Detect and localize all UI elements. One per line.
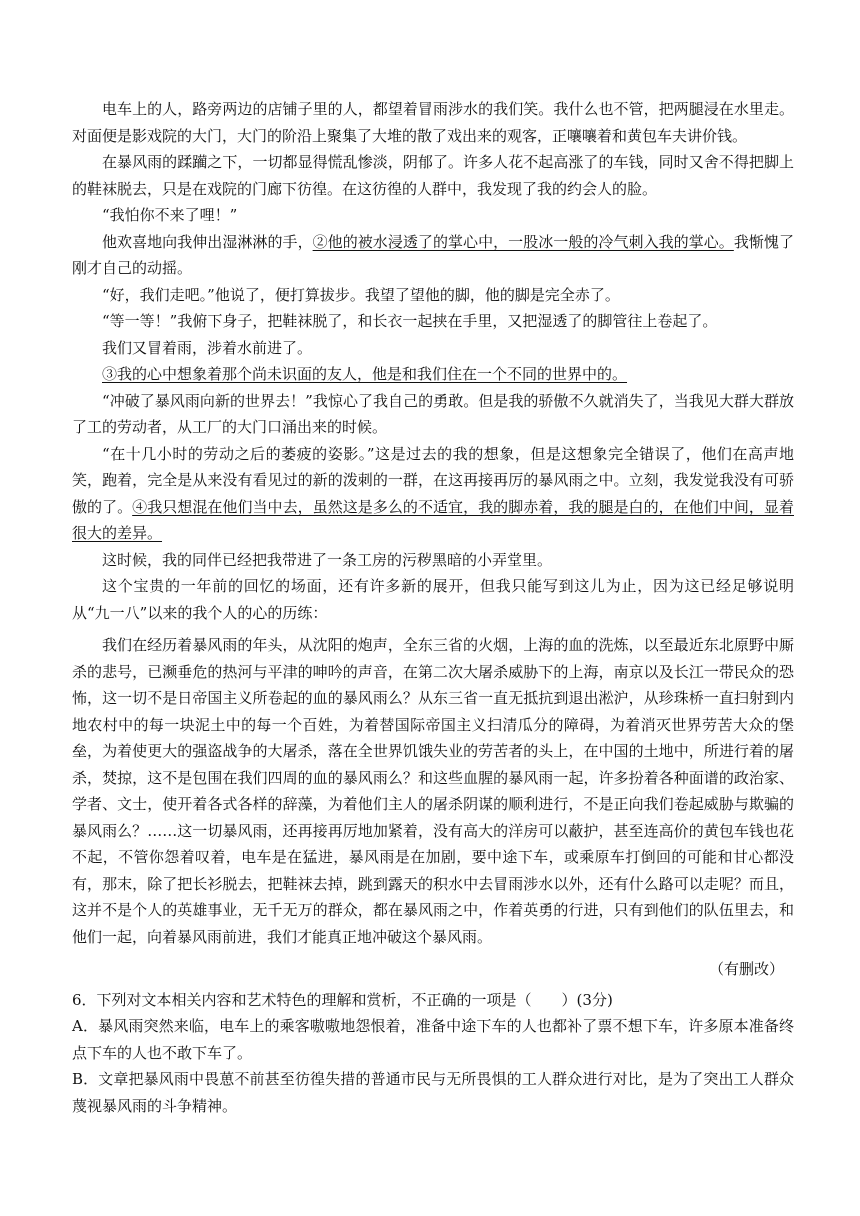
- paragraph-4-text-before: 他欢喜地向我伸出湿淋淋的手，: [102, 232, 313, 251]
- underlined-sentence-2: ②他的被水浸透了的掌心中，一股冰一般的冷气刺入我的掌心。: [312, 232, 734, 251]
- paragraph-8: [72, 361, 794, 388]
- paragraph-6: “等一等！”我俯下身子，把鞋袜脱了，和长衣一起挟在手里，又把湿透了的脚管往上卷起了。: [102, 312, 718, 330]
- paragraph-7: 我们又冒着雨，涉着水前进了。: [102, 338, 313, 357]
- paragraph-4: [72, 229, 794, 282]
- paragraph-4-text-after: 我惭愧了刚才自己的动摇。: [72, 232, 794, 277]
- paragraph-3: “我怕你不来了哩！”: [102, 206, 238, 224]
- underlined-sentence-4: ④我只想混在他们当中去，虽然这是多么的不适宜，我的脚赤着，我的腿是白的，在他们中间，显着很大的差异。: [72, 497, 794, 542]
- question-6-stem: 6．下列对文本相关内容和艺术特色的理解和赏析，不正确的一项是（ ）(3分): [72, 990, 613, 1009]
- paragraph-2: 在暴风雨的蹂躏之下，一切都显得慌乱惨淡，阴郁了。许多人花不起高涨了的车钱，同时又舍不得把脚上的鞋袜脱去，只是在戏院的门廊下彷徨。在这彷徨的人群中，我发现了我的约会人的脸。: [72, 153, 794, 198]
- paragraph-1: 电车上的人，路旁两边的店铺子里的人，都望着冒雨涉水的我们笑。我什么也不管，把两腿浸在水里走。对面便是影戏院的大门，大门的阶沿上聚集了大堆的散了戏出来的观客，正嚷嚷着和黄包车夫讲价钱。: [72, 100, 794, 145]
- paragraph-13-quoted-passage: 我们在经历着暴风雨的年头，从沈阳的炮声，全东三省的火烟，上海的血的洗炼，以至最近东北原野中厮杀的悲号，已濒垂危的热河与平津的呻吟的声音，在第二次大屠杀威胁下的上海，南京以及长江一带民众的恐怖，这一切不是日帝国主义所卷起的血的暴风雨么？从东三省一直无抵抗到退出淞沪，从珍珠桥一直扫射到内地农村中的每一块泥土中的每一个百姓，为着替国际帝国主义扫清瓜分的障碍，为着消灭世界劳苦大众的堡垒，为着使更大的强盗战争的大屠杀，落在全世界饥饿失业的劳苦者的头上，在中国的土地中，所进行着的屠杀，焚掠，这不是包围在我们四周的血的暴风雨么？和这些血腥的暴风雨一起，许多扮着各种面谱的政治家、学者、文士，使开着各式各样的辞藻，为着他们主人的屠杀阴谋的顺利进行，不是正向我们卷起威胁与欺骗的暴风雨么？……这一切暴风雨，还再接再厉地加紧着，没有高大的洋房可以蔽护，甚至连高价的黄包车钱也花不起，不管你怨着叹着，电车是在猛进，暴风雨是在加剧，要中途下车，或乘原车打倒回的可能和甘心都没有，那末，除了把长衫脱去，把鞋袜去掉，跳到露天的积水中去冒雨涉水以外，还有什么路可以走呢？而且，这并不是个人的英雄事业，无千无万的群众，都在暴风雨之中，作着英勇的行进，只有到他们的队伍里去，和他们一起，向着暴风雨前进，我们才能真正地冲破这个暴风雨。: [72, 636, 794, 946]
- question-6-option-b: B．文章把暴风雨中畏葸不前甚至彷徨失措的普通市民与无所畏惧的工人群众进行对比，是为了突出工人群众蔑视暴风雨的斗争精神。: [72, 1070, 794, 1115]
- paragraph-12: 这个宝贵的一年前的回忆的场面，还有许多新的展开，但我只能写到这儿为止，因为这已经足够说明从“九一八”以来的我个人的心的历练：: [72, 577, 794, 622]
- document-page: [72, 96, 794, 1119]
- paragraph-10-text-before: “在十几小时的劳动之后的萎疲的姿影。”这是过去的我的想象，但是这想象完全错误了，他们在高声地笑，跑着，完全是从来没有看见过的新的泼刺的一群，在这再接再厉的暴风雨之中。立刻，我发觉我没有可骄傲的了。: [72, 444, 794, 516]
- paragraph-11: 这时候，我的同伴已经把我带进了一条工房的污秽黑暗的小弄堂里。: [102, 550, 553, 569]
- paragraph-5: “好，我们走吧。”他说了，便打算拔步。我望了望他的脚，他的脚是完全赤了。: [102, 285, 620, 304]
- question-6-option-a: A．暴风雨突然来临，电车上的乘客嗷嗷地怨恨着，准备中途下车的人也都补了票不想下车，许多原本准备终点下车的人也不敢下车了。: [72, 1017, 794, 1062]
- source-note: （有删改）: [708, 960, 784, 978]
- underlined-sentence-3: ③我的心中想象着那个尚未识面的友人，他是和我们住在一个不同的世界中的。: [102, 365, 628, 383]
- paragraph-9: “冲破了暴风雨向新的世界去！”我惊心了我自己的勇敢。但是我的骄傲不久就消失了，当我见大群大群放了工的劳动者，从工厂的大门口涌出来的时候。: [72, 391, 794, 436]
- paragraph-10: [72, 441, 794, 547]
